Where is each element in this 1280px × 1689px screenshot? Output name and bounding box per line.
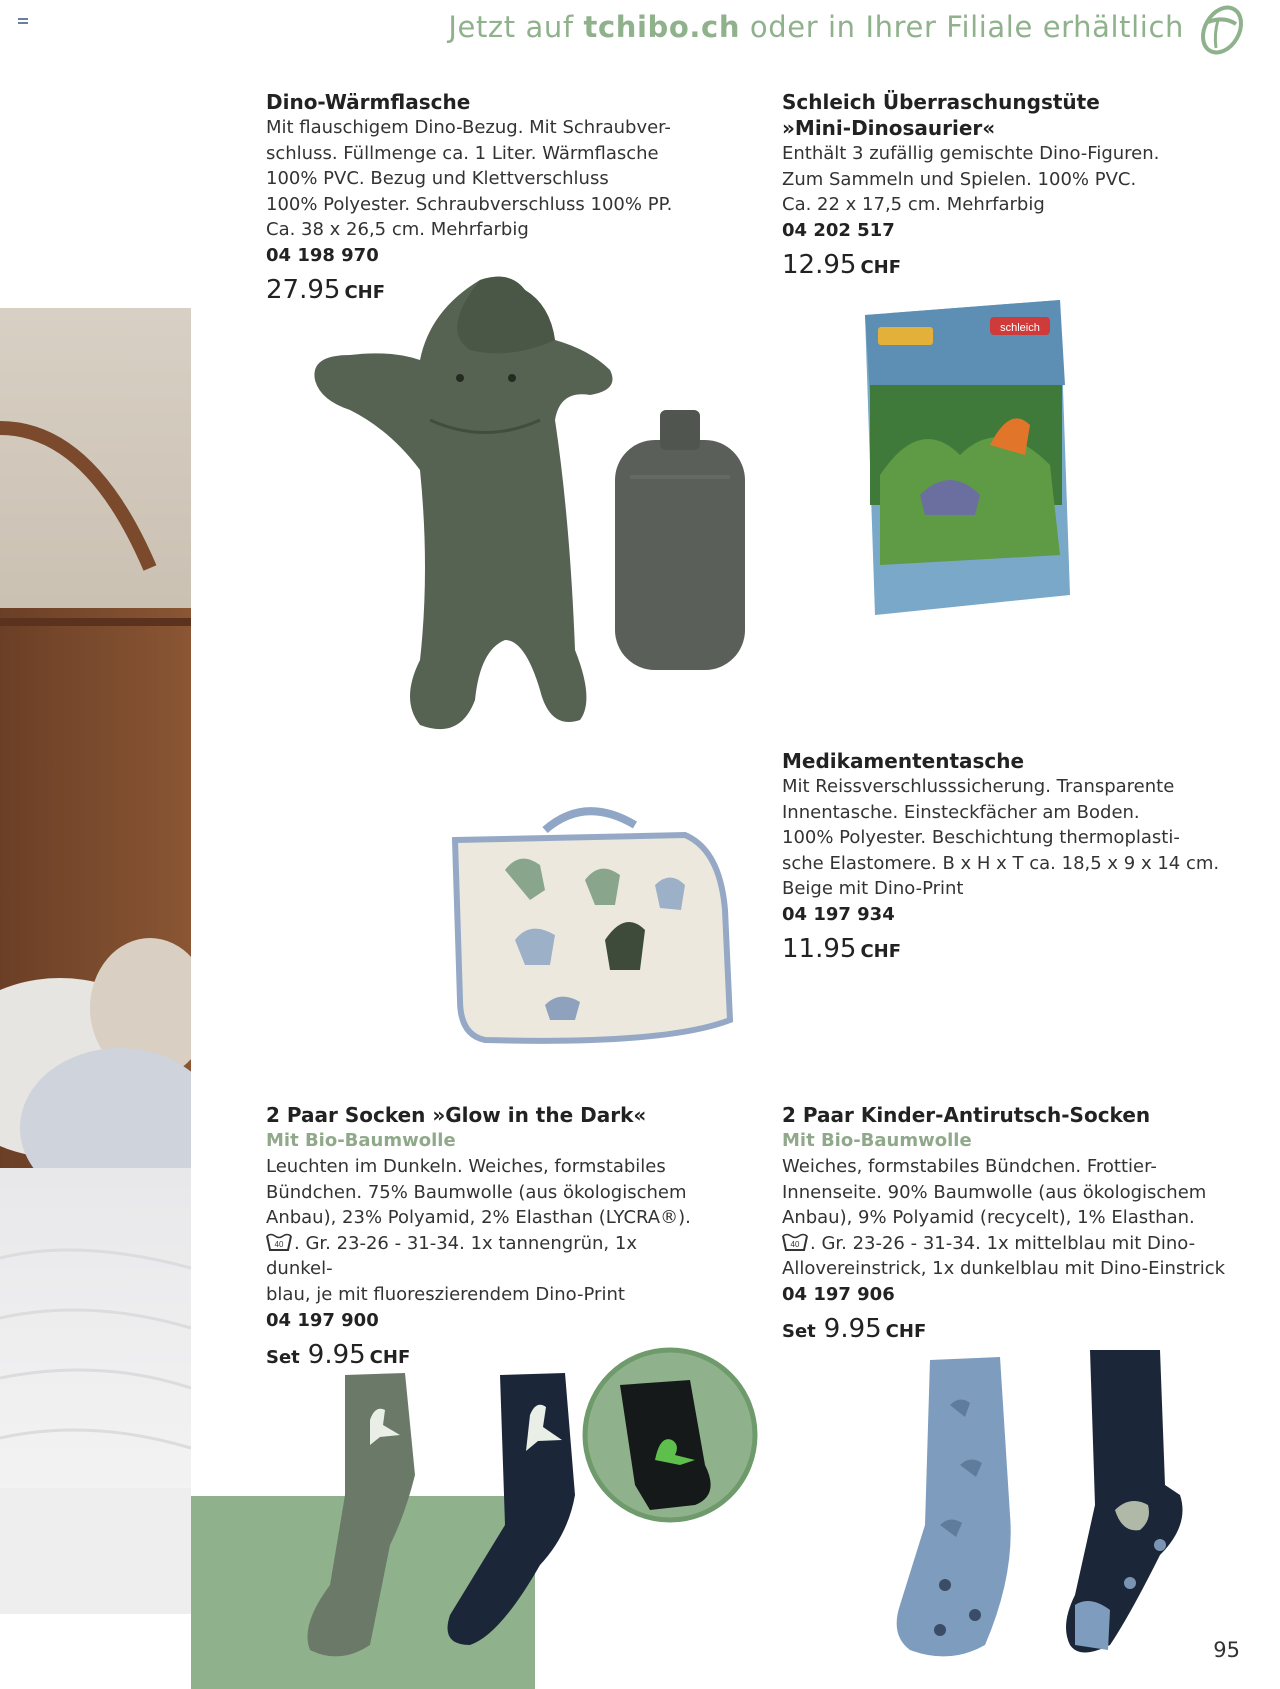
description-line: 100% PVC. Bezug und Klettverschluss [266, 168, 609, 190]
product-description [782, 1154, 1262, 1282]
product-title: 2 Paar Kinder-Antirutsch-Socken [782, 1103, 1151, 1127]
price-value: 27.95 [266, 274, 341, 305]
glow-socks-image [300, 1345, 760, 1680]
wash-40-degrees-icon [266, 1232, 292, 1252]
description-line: Mit flauschigem Dino-Bezug. Mit Schraubver- [266, 117, 671, 138]
price-value: 12.95 [782, 249, 857, 280]
description-line: Bündchen. 75% Baumwolle (aus ökologischem [266, 1181, 687, 1203]
description-line: blau, je mit fluoreszierendem Dino-Print [266, 1283, 625, 1305]
article-number: 04 197 906 [782, 1283, 895, 1305]
description-line: Leuchten im Dunkeln. Weiches, formstabiles [266, 1156, 666, 1177]
svg-text:40: 40 [790, 1239, 800, 1249]
schleich-bag-image [860, 295, 1070, 625]
svg-text:40: 40 [274, 1239, 284, 1249]
description-line: Innentasche. Einsteckfächer am Boden. [782, 801, 1140, 823]
price [782, 934, 1252, 964]
product-socken-glow-in-the-dark [266, 1102, 706, 1370]
description-line: Beige mit Dino-Print [782, 878, 964, 900]
set-label: Set [266, 1346, 300, 1368]
set-label: Set [782, 1320, 816, 1342]
title-line: Schleich Überraschungstüte [782, 90, 1100, 114]
product-title [782, 89, 1252, 141]
wash-line-text: . Gr. 23-26 - 31-34. 1x mittelblau mit Dino- [810, 1232, 1196, 1254]
wash-line [266, 1231, 706, 1282]
product-subtitle: Mit Bio-Baumwolle [782, 1130, 972, 1151]
price-currency: CHF [860, 940, 902, 962]
header-domain[interactable]: tchibo.ch [583, 10, 741, 44]
product-description [782, 141, 1252, 218]
medicine-bag-image [445, 790, 745, 1050]
wash-line-text: . Gr. 23-26 - 31-34. 1x tannengrün, 1x dunkel- [266, 1232, 637, 1280]
product-title: Medikamententasche [782, 749, 1025, 773]
dino-hot-water-bottle-image [310, 270, 770, 750]
description-line: schluss. Füllmenge ca. 1 Liter. Wärmflasche [266, 142, 659, 164]
product-description [266, 1154, 706, 1308]
description-line: 100% Polyester. Schraubverschluss 100% PP. [266, 193, 673, 215]
description-line: Anbau), 23% Polyamid, 2% Elasthan (LYCRA®). [266, 1207, 691, 1229]
header-prefix: Jetzt auf [448, 10, 584, 44]
product-schleich-ueberraschungstuete [782, 89, 1252, 280]
price-value: 11.95 [782, 933, 857, 964]
product-kinder-antirutsch-socken [782, 1102, 1262, 1344]
product-description [266, 115, 706, 243]
description-line: 100% Polyester. Beschichtung thermoplasti- [782, 827, 1180, 849]
description-line: Ca. 22 x 17,5 cm. Mehrfarbig [782, 194, 1045, 216]
article-number: 04 202 517 [782, 219, 895, 241]
description-line: Innenseite. 90% Baumwolle (aus ökologischem [782, 1181, 1207, 1203]
page-number: 95 [1213, 1638, 1240, 1662]
tchibo-logo-icon [1194, 2, 1250, 58]
antislip-socks-image [890, 1345, 1200, 1675]
price-currency: CHF [885, 1320, 927, 1342]
product-description [782, 774, 1252, 902]
product-subtitle: Mit Bio-Baumwolle [266, 1130, 456, 1151]
price [782, 1314, 1262, 1344]
description-line: Enthält 3 zufällig gemischte Dino-Figuren. [782, 143, 1160, 164]
product-medikamententasche [782, 748, 1252, 964]
wash-line [782, 1231, 1262, 1257]
title-line: »Mini-Dinosaurier« [782, 116, 996, 140]
price [782, 250, 1252, 280]
description-line: Anbau), 9% Polyamid (recycelt), 1% Elasthan. [782, 1207, 1195, 1229]
article-number: 04 197 900 [266, 1309, 379, 1331]
product-title: Dino-Wärmflasche [266, 90, 471, 114]
header-suffix: oder in Ihrer Filiale erhältlich [740, 10, 1184, 44]
price-currency: CHF [369, 1346, 411, 1368]
article-number: 04 198 970 [266, 244, 379, 266]
description-line: Zum Sammeln und Spielen. 100% PVC. [782, 168, 1137, 190]
product-title: 2 Paar Socken »Glow in the Dark« [266, 1103, 647, 1127]
price-currency: CHF [344, 281, 386, 303]
article-number: 04 197 934 [782, 903, 895, 925]
schleich-logo-text: schleich [1000, 322, 1040, 334]
description-line: Weiches, formstabiles Bündchen. Frottier- [782, 1156, 1157, 1177]
bedroom-photo [0, 308, 191, 1614]
menu-icon[interactable] [18, 18, 28, 26]
price-value: 9.95 [823, 1313, 882, 1344]
description-line: Allovereinstrick, 1x dunkelblau mit Dino-Einstrick [782, 1258, 1226, 1280]
description-line: Ca. 38 x 26,5 cm. Mehrfarbig [266, 219, 529, 241]
wash-40-degrees-icon [782, 1232, 808, 1252]
price-currency: CHF [860, 256, 902, 278]
price-value: 9.95 [307, 1339, 366, 1370]
description-line: sche Elastomere. B x H x T ca. 18,5 x 9 x 14 cm. [782, 852, 1220, 874]
description-line: Mit Reissverschlusssicherung. Transparente [782, 776, 1175, 797]
header-availability-text [448, 10, 1184, 44]
